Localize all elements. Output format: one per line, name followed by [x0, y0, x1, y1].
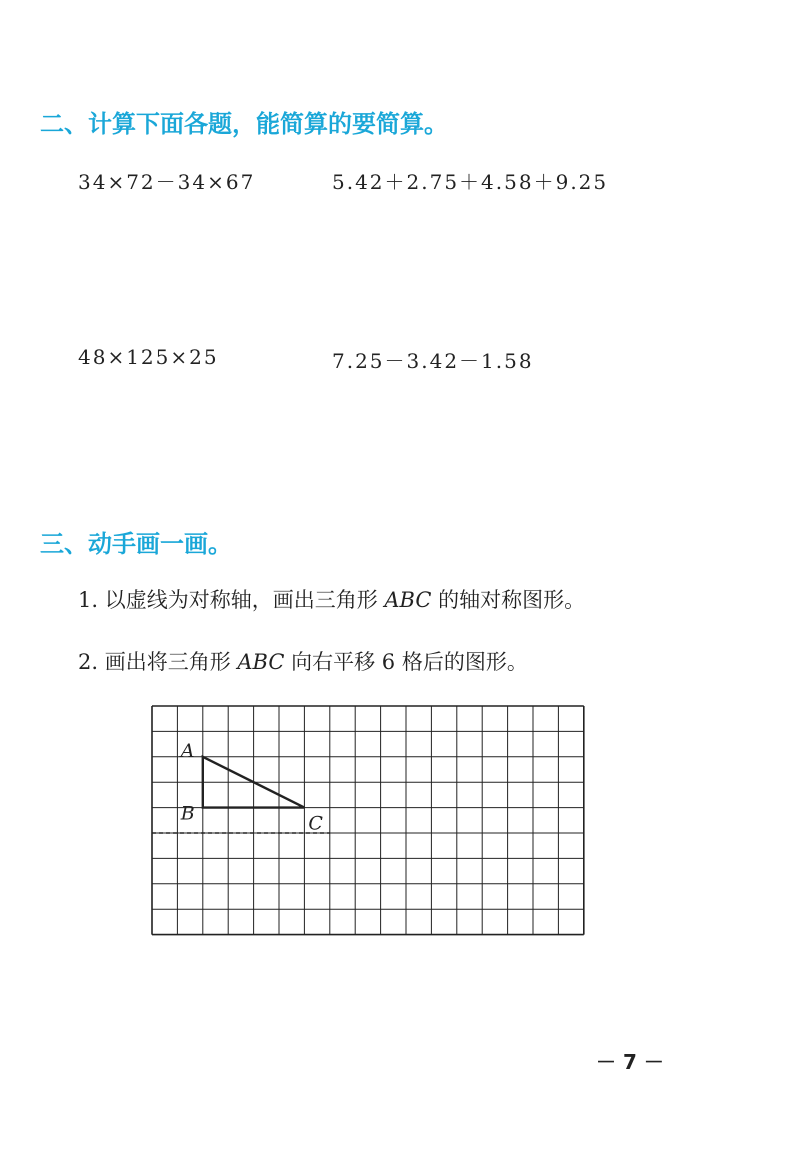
problem-1: 34×72－34×67	[78, 170, 256, 194]
vertex-label-b: B	[180, 802, 195, 825]
vertex-label-a: A	[180, 739, 195, 762]
vertex-label-c: C	[308, 812, 323, 835]
problem-4: 7.25－3.42－1.58	[332, 349, 534, 373]
task-1-shape: ABC	[384, 588, 432, 612]
problem-3: 48×125×25	[78, 345, 219, 369]
task-1-prefix: 1. 以虚线为对称轴，画出三角形	[78, 588, 385, 612]
problem-2: 5.42＋2.75＋4.58＋9.25	[332, 170, 609, 194]
task-1-suffix: 的轴对称图形。	[431, 588, 586, 612]
task-2-prefix: 2. 画出将三角形	[78, 650, 238, 674]
section-3-title: 三、动手画一画。	[40, 530, 232, 558]
section-2-title: 二、计算下面各题，能简算的要简算。	[40, 110, 448, 138]
task-2-suffix: 向右平移 6 格后的图形。	[284, 650, 528, 674]
task-2-shape: ABC	[237, 650, 285, 674]
page-number: － 7 －	[596, 1050, 664, 1074]
